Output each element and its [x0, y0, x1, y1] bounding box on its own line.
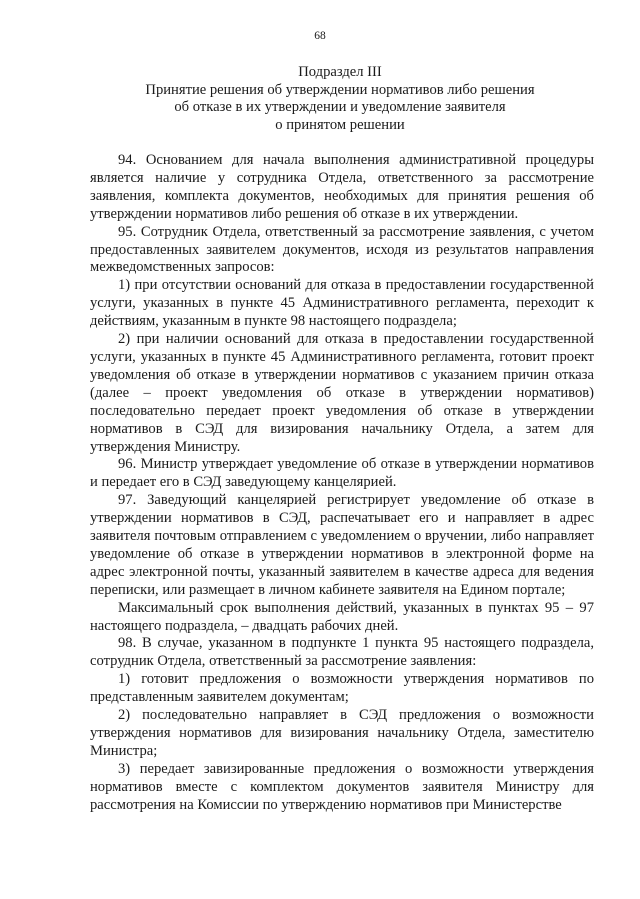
paragraph-94: 94. Основанием для начала выполнения административной процедуры является наличие у сотрудника Отдела, ответственного за рассмотрение заявления, комплекта документов, необходимых для принятия решения об утверждении нормативов либо решения об отказе в их утверждении.	[90, 152, 594, 222]
paragraph-deadline: Максимальный срок выполнения действий, указанных в пунктах 95 – 97 настоящего подраздела, – двадцать рабочих дней.	[90, 599, 594, 634]
section-subtitle-line-1: Принятие решения об утверждении нормативов либо решения	[145, 81, 535, 98]
section-subtitle-line-3: о принятом решении	[275, 116, 405, 133]
section-title: Подраздел III	[298, 64, 382, 80]
paragraph-97: 97. Заведующий канцелярией регистрирует уведомление об отказе в утверждении нормативов в СЭД, распечатывает его и направляет в адрес заявителя почтовым отправлением с уведомлением о вручении, либо направляет уведомление об отказе в утверждении нормативов в электронной форме на адрес электронной почты, указанный заявителем в качестве адреса для ведения переписки, или размещает в личном кабинете заявителя на Едином портале;	[90, 492, 594, 598]
section-heading	[80, 64, 600, 134]
paragraph-95-item-1: 1) при отсутствии оснований для отказа в предоставлении государственной услуги, указанных в пункте 45 Административного регламента, переходит к действиям, указанным в пункте 98 настоящего подраздела;	[90, 277, 594, 330]
section-subtitle-line-2: об отказе в их утверждении и уведомление заявителя	[174, 99, 506, 116]
paragraph-98-item-2: 2) последовательно направляет в СЭД предложения о возможности утверждения нормативов для визирования начальнику Отдела, заместителю Министра;	[90, 707, 594, 759]
document-body	[90, 152, 594, 815]
paragraph-96: 96. Министр утверждает уведомление об отказе в утверждении нормативов и передает его в СЭД заведующему канцелярией.	[90, 456, 594, 491]
paragraph-95: 95. Сотрудник Отдела, ответственный за рассмотрение заявления, с учетом предоставленных заявителем документов, исходя из результатов направления межведомственных запросов:	[90, 223, 594, 276]
paragraph-95-item-2: 2) при наличии оснований для отказа в предоставлении государственной услуги, указанных в пункте 45 Административного регламента, готовит проект уведомления об отказе в утверждении нормативов с указанием причин отказа (далее – проект уведомления об отказе в утверждении нормативов) последовательно передает проект уведомления об отказе в утверждении нормативов в СЭД для визирования начальнику Отдела, а затем для утверждения Министру.	[90, 331, 594, 455]
paragraph-98-item-1: 1) готовит предложения о возможности утверждения нормативов по представленным заявителем документам;	[90, 671, 594, 706]
paragraph-98-item-3: 3) передает завизированные предложения о возможности утверждения нормативов вместе с комплектом документов заявителя Министру для рассмотрения на Комиссии по утверждению нормативов при Министерстве	[90, 760, 594, 813]
paragraph-98: 98. В случае, указанном в подпункте 1 пункта 95 настоящего подраздела, сотрудник Отдела, ответственный за рассмотрение заявления:	[90, 635, 594, 670]
page-number: 68	[314, 30, 326, 42]
